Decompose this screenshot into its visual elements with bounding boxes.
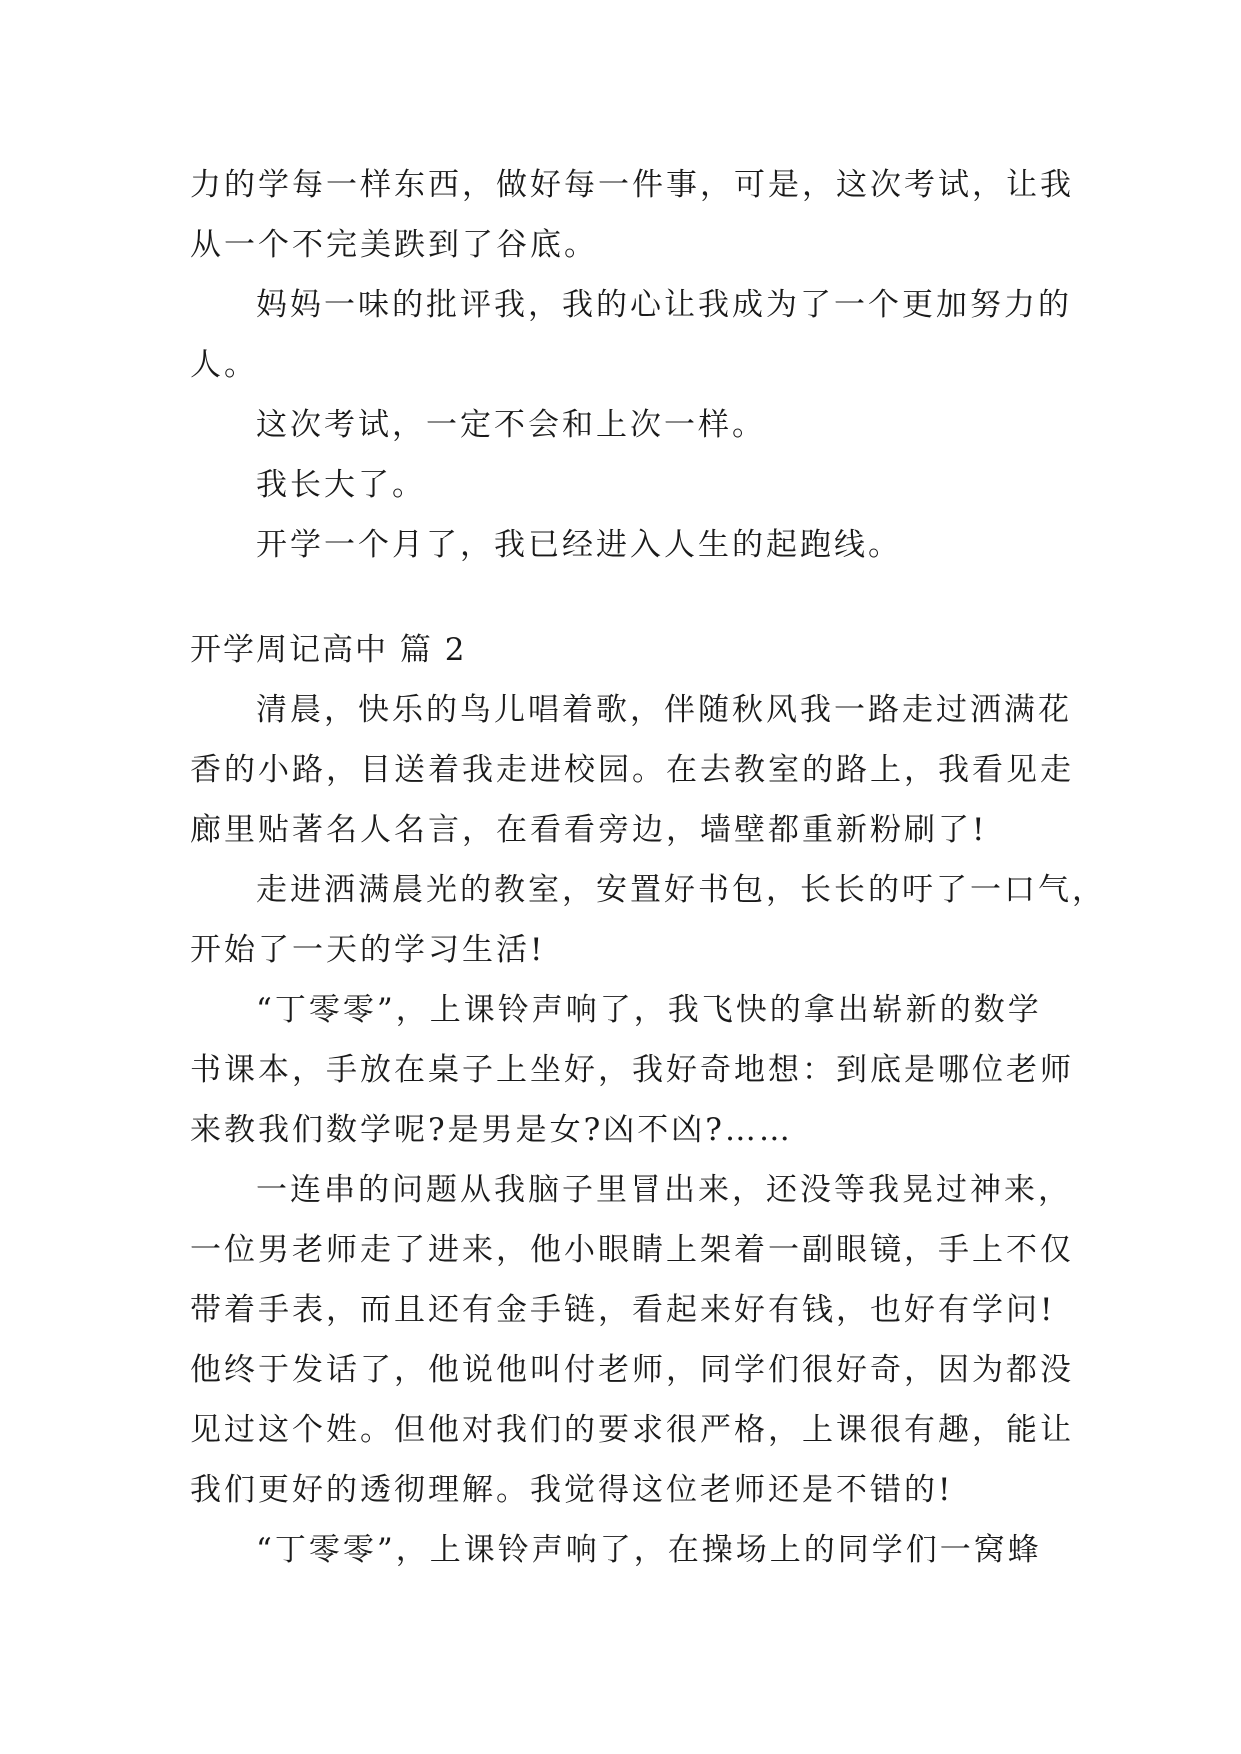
paragraph-line: 一位男老师走了进来，他小眼睛上架着一副眼镜，手上不仅 — [190, 1232, 1074, 1268]
paragraph-line: 开学一个月了，我已经进入人生的起跑线。 — [256, 527, 902, 563]
paragraph-line: 这次考试，一定不会和上次一样。 — [256, 407, 766, 443]
section-heading: 开学周记高中 篇 2 — [190, 632, 467, 668]
paragraph-line: 开始了一天的学习生活! — [190, 932, 546, 968]
paragraph-line: 他终于发话了，他说他叫付老师，同学们很好奇，因为都没 — [190, 1352, 1074, 1388]
paragraph-line: 清晨，快乐的鸟儿唱着歌，伴随秋风我一路走过洒满花 — [256, 692, 1072, 728]
paragraph-line: 力的学每一样东西，做好每一件事，可是，这次考试，让我 — [190, 167, 1074, 203]
paragraph-line: 见过这个姓。但他对我们的要求很严格，上课很有趣，能让 — [190, 1412, 1074, 1448]
paragraph-line: “丁零零”，上课铃声响了，在操场上的同学们一窝蜂 — [256, 1532, 1042, 1568]
paragraph-line: 书课本，手放在桌子上坐好，我好奇地想：到底是哪位老师 — [190, 1052, 1074, 1088]
paragraph-line: 从一个不完美跌到了谷底。 — [190, 227, 598, 263]
paragraph-line: 带着手表，而且还有金手链，看起来好有钱，也好有学问! — [190, 1292, 1056, 1328]
paragraph-line: 廊里贴著名人名言，在看看旁边，墙壁都重新粉刷了! — [190, 812, 988, 848]
paragraph-line: 走进洒满晨光的教室，安置好书包，长长的吁了一口气， — [256, 872, 1106, 908]
paragraph-line: 人。 — [190, 347, 258, 383]
paragraph-line: 我们更好的透彻理解。我觉得这位老师还是不错的! — [190, 1472, 954, 1508]
paragraph-line: 一连串的问题从我脑子里冒出来，还没等我晃过神来， — [256, 1172, 1072, 1208]
paragraph-line: 来教我们数学呢?是男是女?凶不凶?…… — [190, 1112, 793, 1148]
paragraph-line: “丁零零”，上课铃声响了，我飞快的拿出崭新的数学 — [256, 992, 1042, 1028]
paragraph-line: 香的小路，目送着我走进校园。在去教室的路上，我看见走 — [190, 752, 1074, 788]
paragraph-line: 妈妈一味的批评我，我的心让我成为了一个更加努力的 — [256, 287, 1072, 323]
paragraph-line: 我长大了。 — [256, 467, 426, 503]
